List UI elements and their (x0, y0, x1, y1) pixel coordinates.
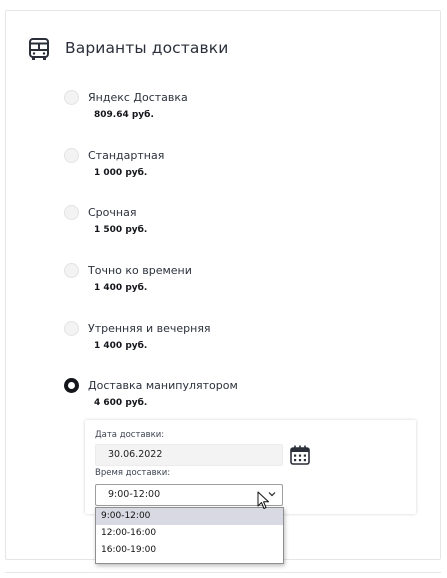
delivery-option-yandex[interactable] (64, 90, 404, 134)
delivery-option-exact-time[interactable] (64, 263, 404, 307)
delivery-option-standard[interactable] (64, 148, 404, 192)
delivery-option-morning-evening[interactable] (64, 321, 404, 365)
option-label: Точно ко времени (88, 264, 192, 277)
radio-button[interactable] (64, 90, 79, 105)
option-price: 809.64 руб. (94, 110, 154, 120)
time-option[interactable]: 9:00-12:00 (96, 508, 283, 525)
time-select-value: 9:00-12:00 (108, 489, 161, 500)
time-label: Время доставки: (95, 468, 171, 478)
date-label: Дата доставки: (95, 430, 165, 440)
option-label: Доставка манипулятором (88, 379, 238, 392)
option-price: 1 000 руб. (94, 168, 148, 178)
time-option[interactable]: 12:00-16:00 (101, 528, 157, 538)
divider (5, 572, 441, 573)
date-field[interactable]: 30.06.2022 (95, 444, 283, 466)
option-price: 1 400 руб. (94, 341, 148, 351)
mouse-cursor-icon (257, 491, 271, 511)
option-label: Срочная (88, 206, 137, 219)
radio-button[interactable] (64, 148, 79, 163)
delivery-option-manipulator[interactable] (64, 378, 404, 422)
option-price: 1 500 руб. (94, 225, 148, 235)
calendar-icon[interactable] (289, 444, 311, 466)
radio-button-checked[interactable] (64, 378, 79, 393)
option-label: Утренняя и вечерняя (88, 322, 211, 335)
option-price: 1 400 руб. (94, 283, 148, 293)
radio-button[interactable] (64, 205, 79, 220)
option-label: Стандартная (88, 149, 165, 162)
delivery-datetime-panel (85, 420, 416, 514)
option-label: Яндекс Доставка (88, 91, 188, 104)
time-dropdown-list (95, 507, 284, 564)
time-select[interactable] (95, 484, 283, 506)
delivery-option-urgent[interactable] (64, 205, 404, 249)
option-price: 4 600 руб. (94, 398, 148, 408)
radio-button[interactable] (64, 263, 79, 278)
radio-button[interactable] (64, 321, 79, 336)
time-option[interactable]: 16:00-19:00 (101, 545, 157, 555)
bus-icon (27, 37, 51, 61)
section-title: Варианты доставки (65, 39, 229, 57)
